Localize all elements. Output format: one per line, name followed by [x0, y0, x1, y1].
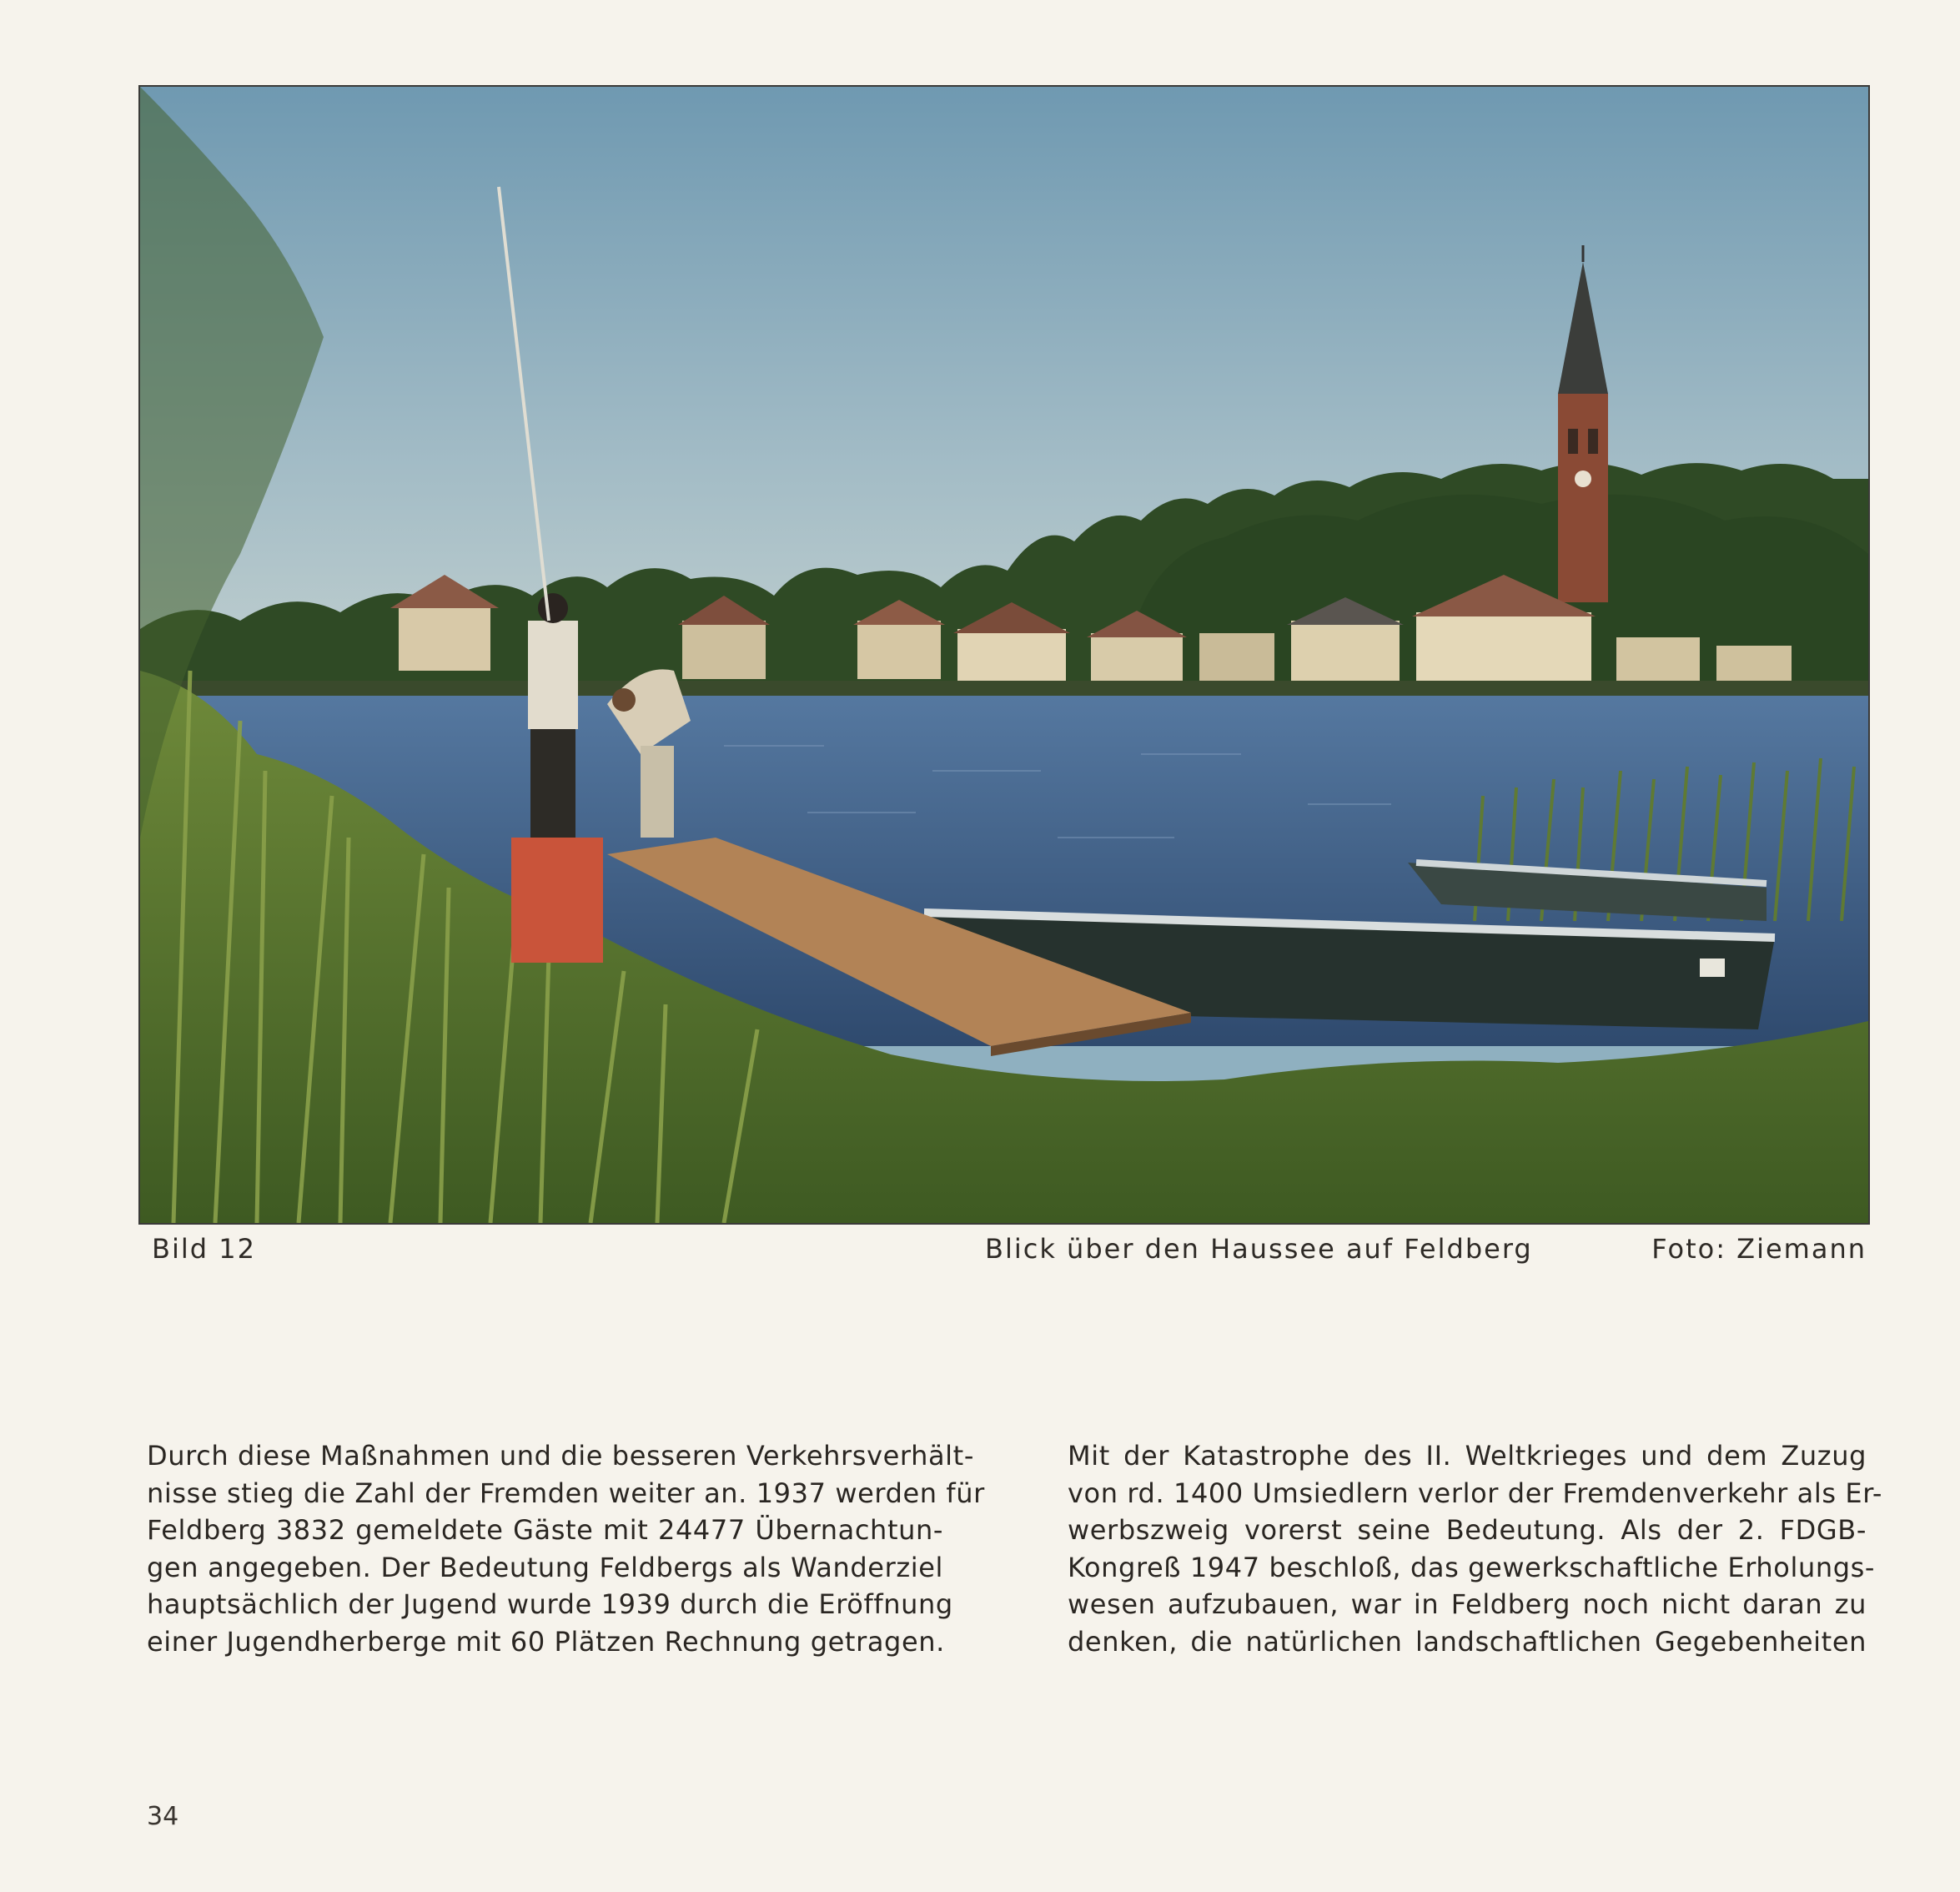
text-line: hauptsächlich der Jugend wurde 1939 durch die Eröffnung	[147, 1588, 953, 1620]
text-line: Mit der Katastrophe des II. Weltkrieges und dem Zuzug	[1068, 1440, 1867, 1472]
text-line: nisse stieg die Zahl der Fremden weiter an. 1937 werden für	[147, 1477, 985, 1509]
text-line: von rd. 1400 Umsiedlern verlor der Fremdenverkehr als Er-	[1068, 1477, 1883, 1509]
text-line: Feldberg 3832 gemeldete Gäste mit 24477 Übernachtun-	[147, 1514, 943, 1546]
text-line: wesen aufzubauen, war in Feldberg noch nicht daran zu	[1068, 1588, 1867, 1620]
text-line: Durch diese Maßnahmen und die besseren Verkehrsverhält-	[147, 1440, 974, 1472]
photo-caption	[147, 1233, 1867, 1275]
page-number: 34	[147, 1802, 179, 1831]
text-column-right	[1068, 1437, 1883, 1660]
photo-lake-feldberg	[138, 85, 1870, 1225]
text-line: einer Jugendherberge mit 60 Plätzen Rechnung getragen.	[147, 1625, 945, 1658]
figure-title: Blick über den Haussee auf Feldberg	[985, 1233, 1533, 1265]
figure-label: Bild 12	[152, 1233, 256, 1265]
lake-town-photo-illustration	[140, 87, 1868, 1223]
text-line: gen angegeben. Der Bedeutung Feldbergs als Wanderziel	[147, 1551, 943, 1583]
photo-credit: Foto: Ziemann	[1651, 1233, 1867, 1265]
text-line: denken, die natürlichen landschaftlichen Gegebenheiten	[1068, 1625, 1867, 1658]
text-line: Kongreß 1947 beschloß, das gewerkschaftliche Erholungs-	[1068, 1551, 1876, 1583]
text-line: werbszweig vorerst seine Bedeutung. Als der 2. FDGB-	[1068, 1514, 1867, 1546]
text-column-left	[147, 1437, 985, 1660]
